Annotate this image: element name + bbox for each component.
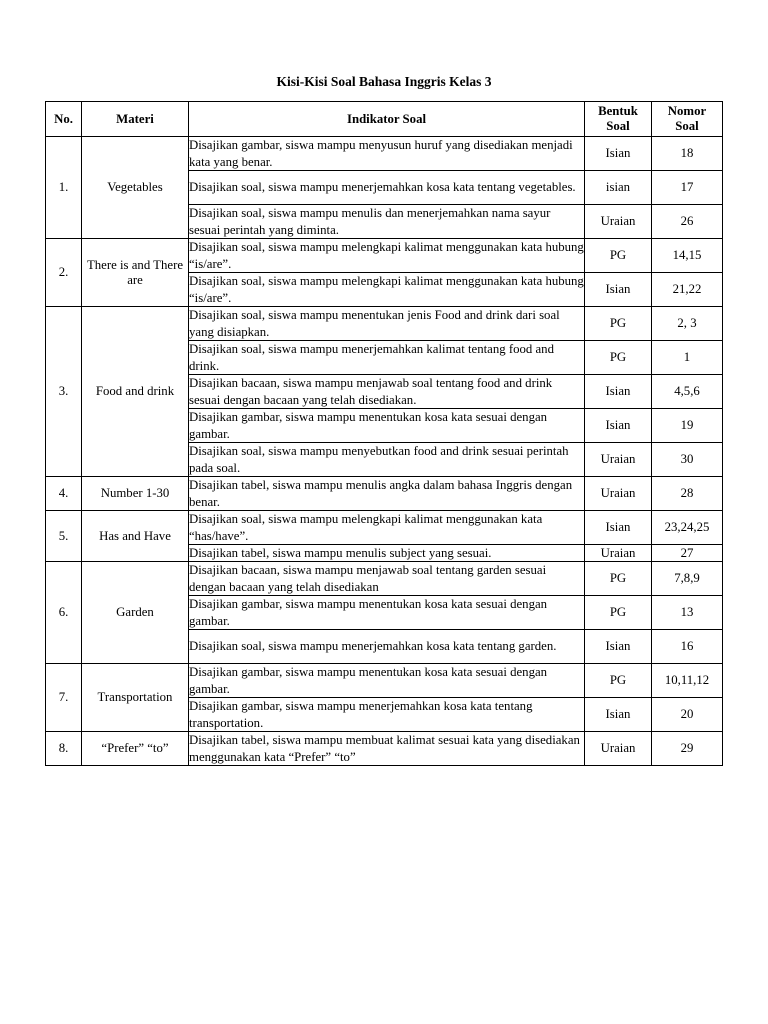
header-bentuk-line2: Soal (606, 119, 630, 133)
header-indikator: Indikator Soal (189, 102, 585, 137)
nomor-cell: 27 (652, 545, 723, 562)
bentuk-cell: Isian (585, 375, 652, 409)
materi-cell: Garden (82, 562, 189, 664)
indikator-cell: Disajikan soal, siswa mampu menyebutkan food and drink sesuai perintah pada soal. (189, 443, 585, 477)
bentuk-cell: isian (585, 171, 652, 205)
bentuk-cell: PG (585, 307, 652, 341)
materi-cell: “Prefer” “to” (82, 732, 189, 766)
bentuk-cell: PG (585, 341, 652, 375)
bentuk-cell: Isian (585, 630, 652, 664)
bentuk-cell: Isian (585, 511, 652, 545)
indikator-cell: Disajikan soal, siswa mampu menentukan jenis Food and drink dari soal yang disiapkan. (189, 307, 585, 341)
bentuk-cell: Isian (585, 409, 652, 443)
header-materi: Materi (82, 102, 189, 137)
table-row (46, 664, 723, 698)
nomor-cell: 4,5,6 (652, 375, 723, 409)
indikator-cell: Disajikan gambar, siswa mampu menerjemahkan kosa kata tentang transportation. (189, 698, 585, 732)
nomor-cell: 19 (652, 409, 723, 443)
materi-cell: Number 1-30 (82, 477, 189, 511)
row-number: 8. (46, 732, 82, 766)
indikator-cell: Disajikan soal, siswa mampu menerjemahkan kosa kata tentang vegetables. (189, 171, 585, 205)
header-nomor-line2: Soal (675, 119, 699, 133)
nomor-cell: 13 (652, 596, 723, 630)
header-nomor-soal (652, 102, 723, 137)
bentuk-cell: Isian (585, 698, 652, 732)
table-row (46, 239, 723, 273)
table-row (46, 477, 723, 511)
indikator-cell: Disajikan tabel, siswa mampu menulis subject yang sesuai. (189, 545, 585, 562)
indikator-cell: Disajikan soal, siswa mampu melengkapi kalimat menggunakan kata “has/have”. (189, 511, 585, 545)
indikator-cell: Disajikan bacaan, siswa mampu menjawab soal tentang food and drink sesuai dengan bacaan yang telah disediakan. (189, 375, 585, 409)
table-row (46, 137, 723, 171)
row-number: 4. (46, 477, 82, 511)
table-row (46, 732, 723, 766)
row-number: 2. (46, 239, 82, 307)
nomor-cell: 17 (652, 171, 723, 205)
bentuk-cell: Uraian (585, 545, 652, 562)
materi-cell: Food and drink (82, 307, 189, 477)
row-number: 5. (46, 511, 82, 562)
nomor-cell: 16 (652, 630, 723, 664)
nomor-cell: 7,8,9 (652, 562, 723, 596)
indikator-cell: Disajikan soal, siswa mampu menerjemahkan kalimat tentang food and drink. (189, 341, 585, 375)
kisi-kisi-table (45, 101, 723, 766)
nomor-cell: 23,24,25 (652, 511, 723, 545)
bentuk-cell: PG (585, 562, 652, 596)
indikator-cell: Disajikan soal, siswa mampu menulis dan menerjemahkan nama sayur sesuai perintah yang diminta. (189, 205, 585, 239)
bentuk-cell: Isian (585, 137, 652, 171)
nomor-cell: 21,22 (652, 273, 723, 307)
row-number: 6. (46, 562, 82, 664)
bentuk-cell: PG (585, 664, 652, 698)
table-header-row (46, 102, 723, 137)
table-row (46, 511, 723, 545)
bentuk-cell: PG (585, 596, 652, 630)
materi-cell: There is and There are (82, 239, 189, 307)
materi-cell: Transportation (82, 664, 189, 732)
row-number: 3. (46, 307, 82, 477)
nomor-cell: 28 (652, 477, 723, 511)
indikator-cell: Disajikan bacaan, siswa mampu menjawab soal tentang garden sesuai dengan bacaan yang telah disediakan (189, 562, 585, 596)
header-nomor-line1: Nomor (667, 104, 707, 118)
materi-cell: Vegetables (82, 137, 189, 239)
bentuk-cell: PG (585, 239, 652, 273)
nomor-cell: 26 (652, 205, 723, 239)
row-number: 7. (46, 664, 82, 732)
bentuk-cell: Uraian (585, 732, 652, 766)
nomor-cell: 29 (652, 732, 723, 766)
nomor-cell: 2, 3 (652, 307, 723, 341)
indikator-cell: Disajikan soal, siswa mampu menerjemahkan kosa kata tentang garden. (189, 630, 585, 664)
bentuk-cell: Uraian (585, 443, 652, 477)
row-number: 1. (46, 137, 82, 239)
indikator-cell: Disajikan soal, siswa mampu melengkapi kalimat menggunakan kata hubung “is/are”. (189, 274, 584, 305)
indikator-cell: Disajikan tabel, siswa mampu menulis angka dalam bahasa Inggris dengan benar. (189, 477, 585, 511)
nomor-cell: 20 (652, 698, 723, 732)
nomor-cell: 10,11,12 (652, 664, 723, 698)
nomor-cell: 14,15 (652, 239, 723, 273)
bentuk-cell: Uraian (585, 205, 652, 239)
header-bentuk-line1: Bentuk (598, 104, 638, 118)
indikator-cell: Disajikan tabel, siswa mampu membuat kalimat sesuai kata yang disediakan menggunakan kata “Prefer” “to” (189, 732, 585, 766)
materi-cell: Has and Have (82, 511, 189, 562)
table-row (46, 562, 723, 596)
nomor-cell: 1 (652, 341, 723, 375)
indikator-cell: Disajikan gambar, siswa mampu menentukan kosa kata sesuai dengan gambar. (189, 664, 585, 698)
nomor-cell: 18 (652, 137, 723, 171)
document-title: Kisi-Kisi Soal Bahasa Inggris Kelas 3 (276, 74, 492, 89)
bentuk-cell: Uraian (585, 477, 652, 511)
table-row (46, 307, 723, 341)
indikator-cell: Disajikan gambar, siswa mampu menyusun huruf yang disediakan menjadi kata yang benar. (189, 137, 585, 171)
header-bentuk-soal (585, 102, 652, 137)
indikator-cell: Disajikan gambar, siswa mampu menentukan kosa kata sesuai dengan gambar. (189, 409, 585, 443)
indikator-cell: Disajikan soal, siswa mampu melengkapi kalimat menggunakan kata hubung “is/are”. (189, 240, 584, 271)
table-body (46, 137, 723, 766)
bentuk-cell: Isian (585, 273, 652, 307)
indikator-cell: Disajikan gambar, siswa mampu menentukan kosa kata sesuai dengan gambar. (189, 596, 585, 630)
nomor-cell: 30 (652, 443, 723, 477)
header-no: No. (46, 102, 82, 137)
